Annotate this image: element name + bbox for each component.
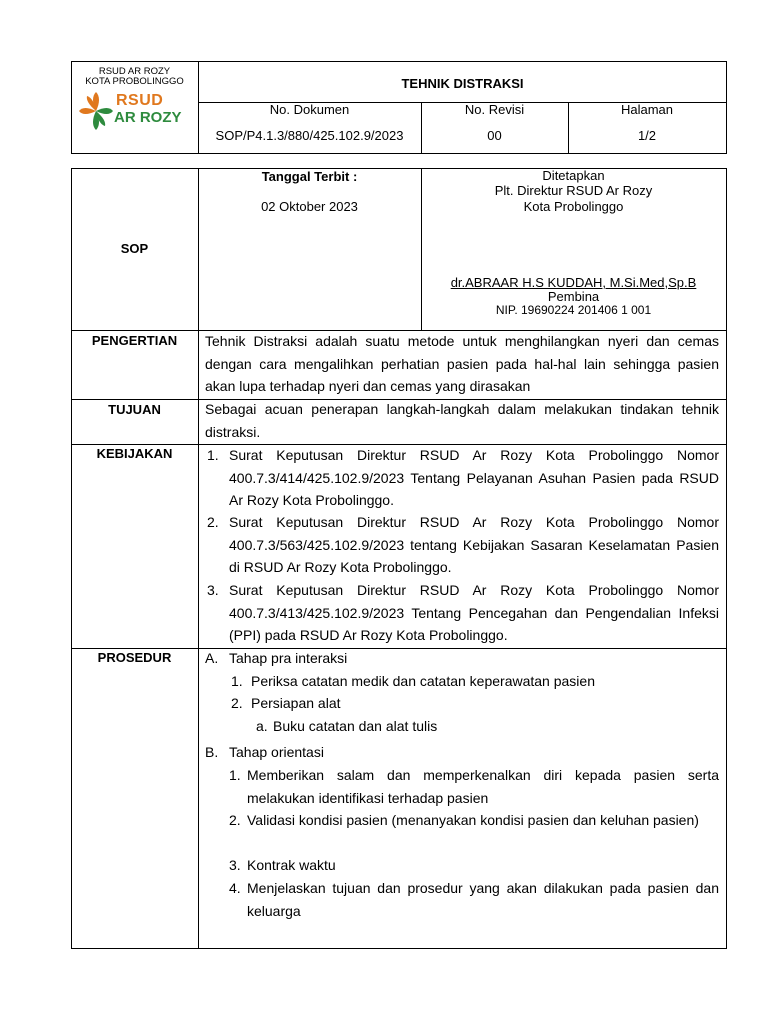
tujuan-label: TUJUAN (108, 402, 161, 417)
issued-label: Tanggal Terbit : (261, 169, 358, 184)
kebijakan-item-text: Surat Keputusan Direktur RSUD Ar Rozy Kota Probolinggo Nomor 400.7.3/413/425.102.9/2023 Tentang Pencegahan dan Pengendalian Infeksi (PPI) pada RSUD Ar Rozy Kota Probolinggo. (229, 582, 719, 643)
procedure-step-num: 4. (229, 880, 241, 896)
signer-rank: Pembina (547, 289, 600, 304)
sop-label: SOP (120, 241, 149, 256)
section-letter: A. (205, 650, 219, 666)
document-title: TEHNIK DISTRAKSI (401, 76, 524, 91)
kebijakan-item-text: Surat Keputusan Direktur RSUD Ar Rozy Kota Probolinggo Nomor 400.7.3/414/425.102.9/2023 Tentang Pelayanan Asuhan Pasien pada RSUD Ar Rozy Kota Probolinggo. (229, 447, 719, 508)
org-name (71, 67, 198, 87)
approval-line1: Ditetapkan (542, 168, 605, 183)
logo-text-arrozy: AR ROZY (114, 109, 182, 126)
kebijakan-item-num: 3. (207, 582, 219, 598)
procedure-step-text: Validasi kondisi pasien (menanyakan kondisi pasien dan keluhan pasien) (247, 812, 699, 828)
section-title: Tahap pra interaksi (229, 650, 348, 666)
approval-line2: Plt. Direktur RSUD Ar Rozy (494, 183, 653, 198)
procedure-step-text: Persiapan alat (251, 695, 341, 711)
page-label: Halaman (620, 102, 674, 117)
logo-text-rsud: RSUD (116, 92, 164, 109)
revision-label: No. Revisi (464, 102, 525, 117)
procedure-step-num: 1. (229, 767, 241, 783)
procedure-step-text: Memberikan salam dan memperkenalkan diri kepada pasien serta melakukan identifikasi terhadap pasien (247, 767, 719, 806)
section-letter: B. (205, 744, 219, 760)
procedure-step-num: 2. (231, 695, 243, 711)
section-title: Tahap orientasi (229, 744, 324, 760)
page-value: 1/2 (637, 128, 657, 143)
kebijakan-label: KEBIJAKAN (96, 446, 173, 461)
kebijakan-item-num: 1. (207, 447, 219, 463)
signer-nip: NIP. 19690224 201406 1 001 (495, 303, 652, 317)
pengertian-label: PENGERTIAN (91, 333, 178, 348)
org-name-line1: RSUD AR ROZY (98, 66, 171, 77)
procedure-step-text: Periksa catatan medik dan catatan keperawatan pasien (251, 673, 595, 689)
procedure-step-num: 1. (231, 673, 243, 689)
prosedur-label: PROSEDUR (97, 650, 172, 665)
procedure-step-text: Menjelaskan tujuan dan prosedur yang akan dilakukan pada pasien dan keluarga (247, 880, 719, 919)
procedure-step-text: Kontrak waktu (247, 857, 336, 873)
tujuan-text: Sebagai acuan penerapan langkah-langkah dalam melakukan tindakan tehnik distraksi. (205, 401, 719, 440)
hospital-logo (78, 90, 188, 132)
doc-no-value: SOP/P4.1.3/880/425.102.9/2023 (215, 128, 404, 143)
logo-flower-icon (78, 91, 114, 131)
kebijakan-item-text: Surat Keputusan Direktur RSUD Ar Rozy Kota Probolinggo Nomor 400.7.3/563/425.102.9/2023 tentang Kebijakan Sasaran Keselamatan Pasien di RSUD Ar Rozy Kota Probolinggo. (229, 514, 719, 575)
issued-date: 02 Oktober 2023 (261, 199, 358, 214)
approval-line3: Kota Probolinggo (523, 199, 624, 214)
signer-name: dr.ABRAAR H.S KUDDAH, M.Si.Med,Sp.B (450, 275, 697, 290)
kebijakan-item-num: 2. (207, 514, 219, 530)
procedure-substep-num: a. (256, 718, 268, 734)
doc-no-label: No. Dokumen (269, 102, 350, 117)
org-name-line2: KOTA PROBOLINGGO (85, 76, 184, 87)
pengertian-text: Tehnik Distraksi adalah suatu metode untuk menghilangkan nyeri dan cemas dengan cara mengalihkan perhatian pasien pada hal-hal lain sehingga pasien akan lupa terhadap nyeri dan cemas yang dirasakan (205, 333, 719, 394)
revision-value: 00 (487, 128, 502, 143)
procedure-step-num: 3. (229, 857, 241, 873)
procedure-substep-text: Buku catatan dan alat tulis (273, 718, 438, 734)
procedure-step-num: 2. (229, 812, 241, 828)
